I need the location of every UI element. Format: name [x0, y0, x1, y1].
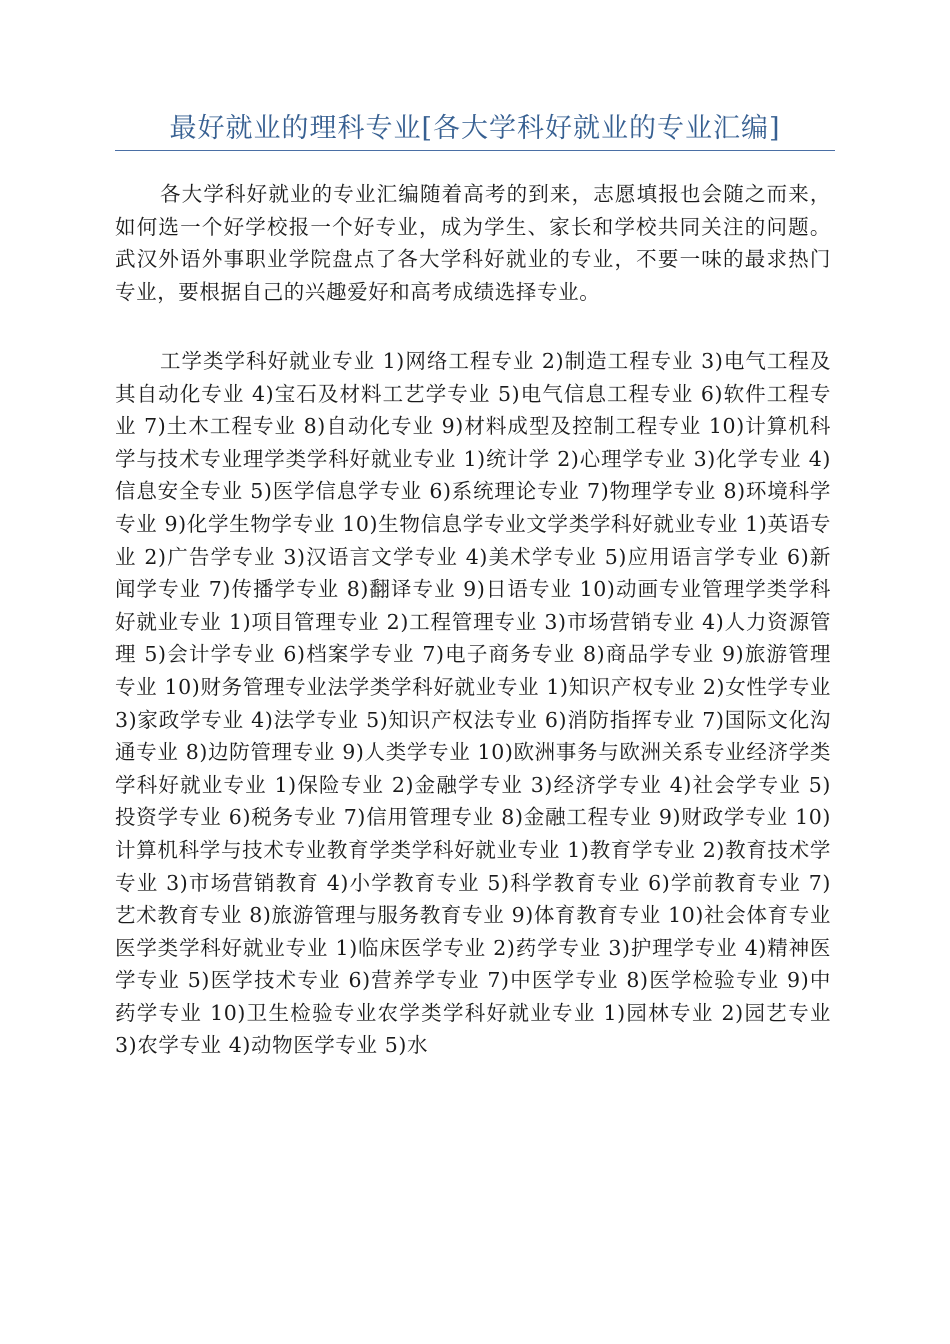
intro-paragraph: 各大学科好就业的专业汇编随着高考的到来，志愿填报也会随之而来，如何选一个好学校报一个好专业，成为学生、家长和学校共同关注的问题。武汉外语外事职业学院盘点了各大学科好就业的专业，不要一味的最求热门专业，要根据自己的兴趣爱好和高考成绩选择专业。 — [115, 182, 831, 304]
document-title: 最好就业的理科专业[各大学科好就业的专业汇编] — [169, 113, 781, 144]
majors-list-paragraph: 工学类学科好就业专业 1)网络工程专业 2)制造工程专业 3)电气工程及其自动化专业 4)宝石及材料工艺学专业 5)电气信息工程专业 6)软件工程专业 7)土木工程专业 8)自动化专业 9)材料成型及控制工程专业 10)计算机科学与技术专业理学类学科好就业专业 1)统计学 2)心理学专业 3)化学专业 4)信息安全专业 5)医学信息学专业 6)系统理论专业 7)物理学专业 8)环境科学专业 9)化学生物学专业 10)生物信息学专业文学类学科好就业专业 1)英语专业 2)广告学专业 3)汉语言文学专业 4)美术学专业 5)应用语言学专业 6)新闻学专业 7)传播学专业 8)翻译专业 9)日语专业 10)动画专业管理学类学科好就业专业 1)项目管理专业 2)工程管理专业 3)市场营销专业 4)人力资源管理 5)会计学专业 6)档案学专业 7)电子商务专业 8)商品学专业 9)旅游管理专业 10)财务管理专业法学类学科好就业专业 1)知识产权专业 2)女性学专业 3)家政学专业 4)法学专业 5)知识产权法专业 6)消防指挥专业 7)国际文化沟通专业 8)边防管理专业 9)人类学专业 10)欧洲事务与欧洲关系专业经济学类学科好就业专业 1)保险专业 2)金融学专业 3)经济学专业 4)社会学专业 5)投资学专业 6)税务专业 7)信用管理专业 8)金融工程专业 9)财政学专业 10)计算机科学与技术专业教育学类学科好就业专业 1)教育学专业 2)教育技术学专业 3)市场营销教育 4)小学教育专业 5)科学教育专业 6)学前教育专业 7)艺术教育专业 8)旅游管理与服务教育专业 9)体育教育专业 10)社会体育专业医学类学科好就业专业 1)临床医学专业 2)药学专业 3)护理学专业 4)精神医学专业 5)医学技术专业 6)营养学专业 7)中医学专业 8)医学检验专业 9)中药学专业 10)卫生检验专业农学类学科好就业专业 1)园林专业 2)园艺专业 3)农学专业 4)动物医学专业 5)水 — [115, 349, 831, 1058]
title-block — [115, 112, 835, 151]
